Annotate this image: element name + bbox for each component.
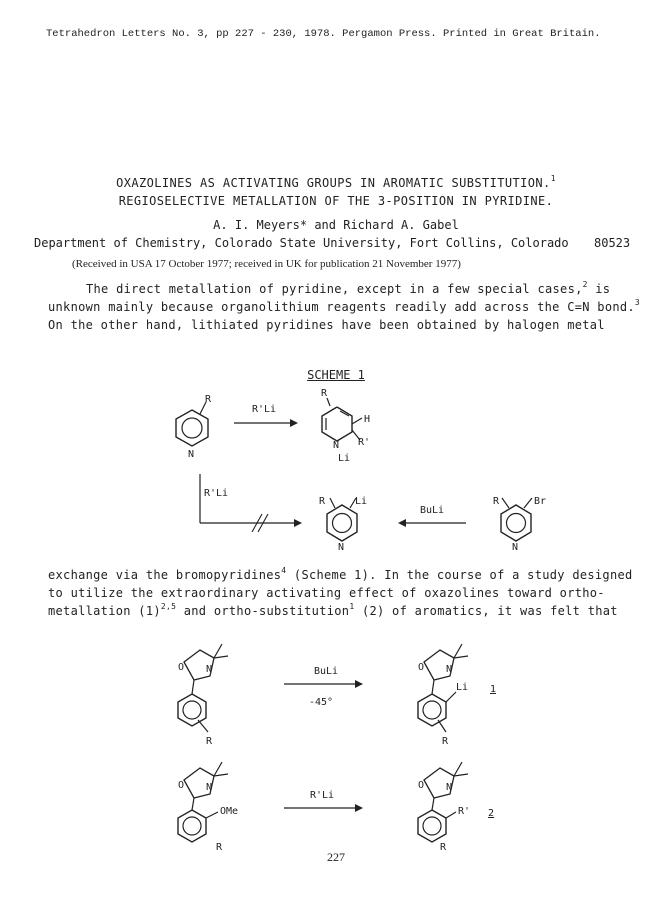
- product-h-label: H: [364, 414, 371, 425]
- product-n-label: N: [333, 440, 340, 451]
- aryl-oxazoline-start: [178, 644, 228, 732]
- lithio-r-label: R: [319, 496, 326, 507]
- pyridine-n-label: N: [188, 449, 195, 460]
- temperature-label: -45°: [309, 697, 334, 708]
- department: Department of Chemistry, Colorado State University, Fort Collins, Colorado 80523: [34, 236, 631, 250]
- methoxyaryl-oxazoline-start: [178, 762, 228, 842]
- reagent-buli-label: BuLi: [314, 666, 339, 677]
- prod2-o-label: O: [418, 780, 425, 791]
- para1-line1: The direct metallation of pyridine, except in a few special cases,$^2$ is: [86, 280, 611, 296]
- lithio-li-label: Li: [355, 496, 368, 507]
- compound-1-label: 1: [490, 684, 497, 695]
- title-line-2: REGIOSELECTIVE METALLATION OF THE 3-POSITION IN PYRIDINE.: [118, 194, 554, 208]
- pyridine-r-label: R: [205, 394, 212, 405]
- start-r-label: R: [206, 736, 213, 747]
- compound-2-label: 2: [488, 808, 495, 819]
- start-n-label: N: [206, 664, 213, 675]
- product-r-label: R: [321, 388, 328, 399]
- product-li-label: Li: [338, 453, 351, 464]
- bromo-n-label: N: [512, 542, 519, 553]
- lithiopyridine-structure: [327, 498, 357, 541]
- start2-r-label: R: [216, 842, 223, 850]
- received-dates: (Received in USA 17 October 1977; received in UK for publication 21 November 1977): [72, 258, 461, 270]
- lith-n-label: N: [446, 664, 453, 675]
- reagent-3-label: BuLi: [420, 505, 445, 516]
- lithio-n-label: N: [338, 542, 345, 553]
- page-number: 227: [327, 850, 345, 864]
- scheme-label: SCHEME 1: [307, 368, 365, 382]
- start2-o-label: O: [178, 780, 185, 791]
- para1-line3: On the other hand, lithiated pyridines have been obtained by halogen metal: [48, 318, 605, 332]
- dihydropyridine-structure: [322, 398, 362, 441]
- lith-r-label: R: [442, 736, 449, 747]
- oxazoline-schemes-drawing: [0, 620, 672, 850]
- bromo-r-label: R: [493, 496, 500, 507]
- scheme1-drawing: [0, 380, 672, 560]
- para2-line3: metallation $(1)^{2,5}$ and ortho-substitution$^1$ (2) of aromatics, it was felt that: [48, 602, 618, 618]
- bromo-br-label: Br: [534, 496, 547, 507]
- para2-line1: exchange via the bromopyridines$^4$ (Scheme 1). In the course of a study designed: [48, 566, 633, 582]
- start-o-label: O: [178, 662, 185, 673]
- zip-code: 80523: [594, 236, 631, 250]
- prod2-n-label: N: [446, 782, 453, 793]
- title-line-1: OXAZOLINES AS ACTIVATING GROUPS IN AROMATIC SUBSTITUTION.$^1$: [116, 174, 556, 190]
- reagent-2-label: R'Li: [204, 488, 229, 499]
- lith-o-label: O: [418, 662, 425, 673]
- lith-li-label: Li: [456, 682, 469, 693]
- para2-line2: to utilize the extraordinary activating effect of oxazolines toward ortho-: [48, 586, 605, 600]
- pyridine-structure-left: [176, 402, 208, 446]
- reagent-rprimeli-label: R'Li: [310, 790, 335, 801]
- product-rprime-label: R': [358, 437, 371, 448]
- prod2-rprime-label: R': [458, 806, 471, 817]
- para1-line2: unknown mainly because organolithium reagents readily add across the C=N bond.$^3$: [48, 298, 641, 314]
- reagent-1-label: R'Li: [252, 404, 277, 415]
- start2-n-label: N: [206, 782, 213, 793]
- substituted-aryl-oxazoline: [418, 762, 471, 842]
- journal-header: Tetrahedron Letters No. 3, pp 227 - 230, 1978. Pergamon Press. Printed in Great Britain.: [46, 28, 601, 40]
- ome-label: OMe: [220, 806, 239, 817]
- prod2-r-label: R: [440, 842, 447, 850]
- authors: A. I. Meyers* and Richard A. Gabel: [213, 218, 459, 232]
- bromopyridine-structure: [501, 498, 532, 541]
